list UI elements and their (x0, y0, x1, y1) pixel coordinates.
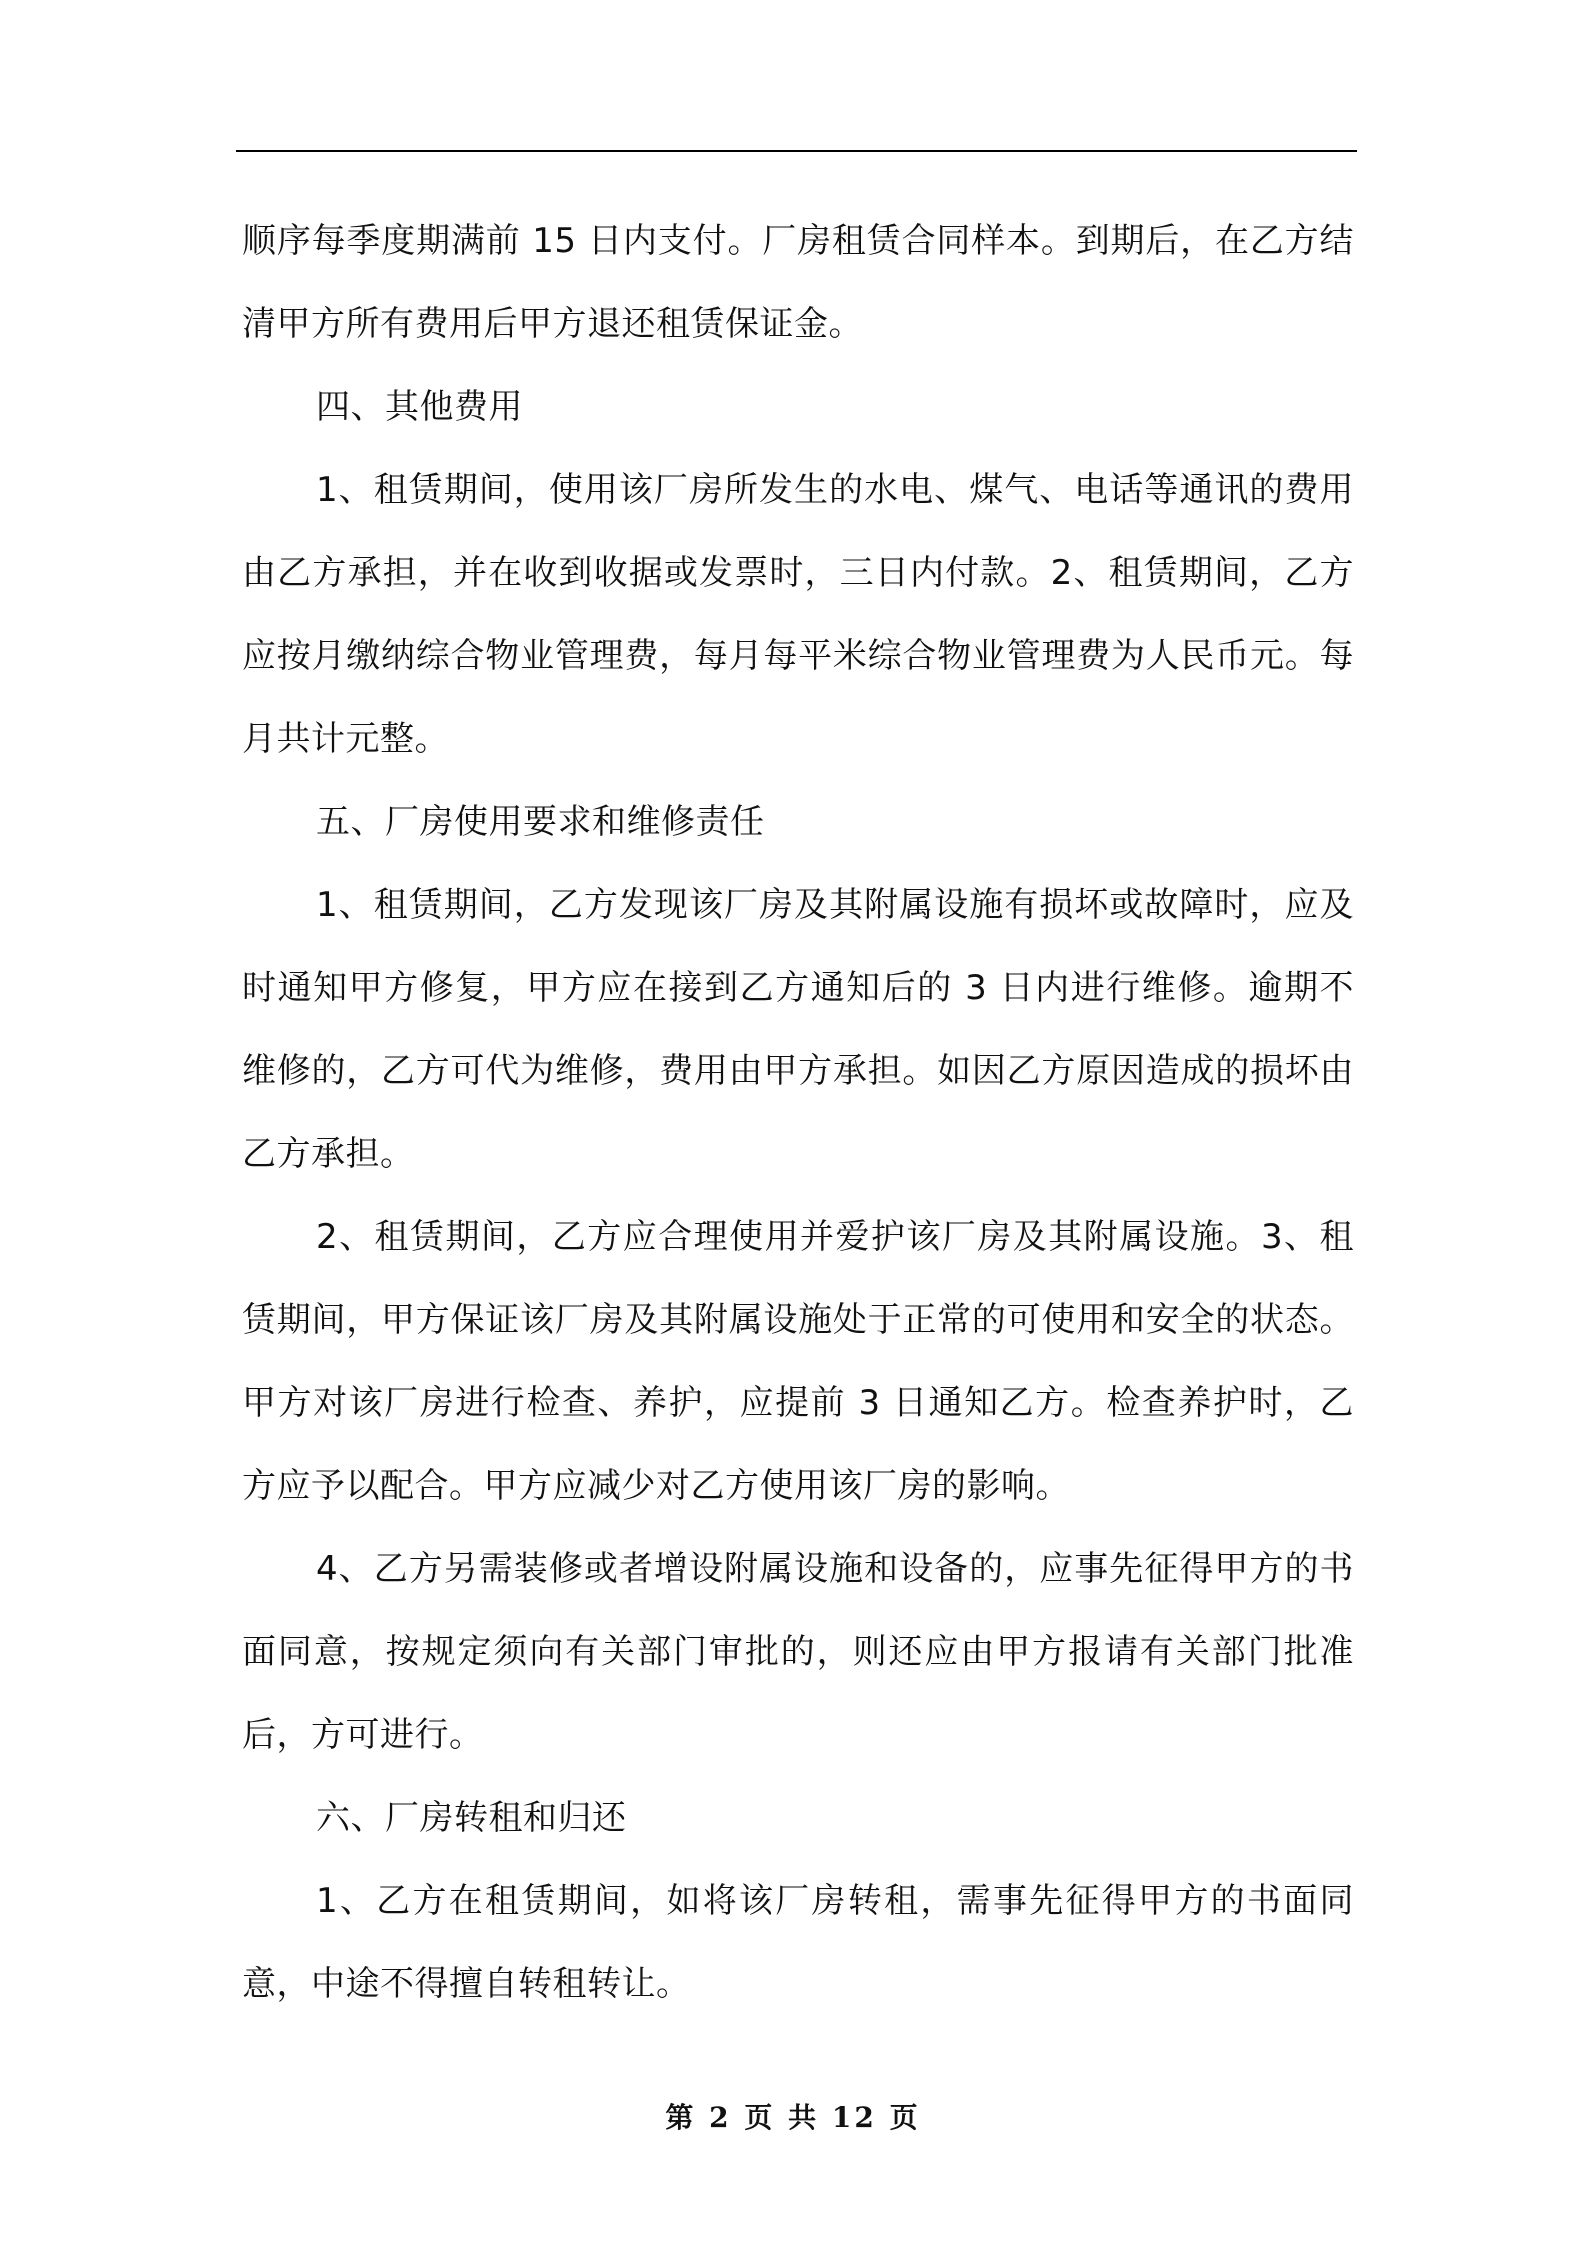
section-heading-sublease-return: 六、厂房转租和归还 (316, 1798, 627, 1838)
page-number-footer: 第 2 页 共 12 页 (665, 2101, 921, 2134)
paragraph-other-fees: 1、租赁期间，使用该厂房所发生的水电、煤气、电话等通讯的费用由乙方承担，并在收到收据或发票时，三日内付款。2、租赁期间，乙方应按月缴纳综合物业管理费，每月每平米综合物业管理费为人民币元。每月共计元整。 (242, 470, 1354, 759)
section-heading-other-fees: 四、其他费用 (316, 387, 523, 427)
paragraph-payment-continuation: 顺序每季度期满前 15 日内支付。厂房租赁合同样本。到期后，在乙方结清甲方所有费用后甲方退还租赁保证金。 (242, 221, 1354, 344)
header-rule (236, 150, 1357, 152)
paragraph-sublease-1: 1、乙方在租赁期间，如将该厂房转租，需事先征得甲方的书面同意，中途不得擅自转租转让。 (242, 1881, 1354, 2004)
paragraph-maintenance-2: 2、租赁期间，乙方应合理使用并爱护该厂房及其附属设施。3、租赁期间，甲方保证该厂房及其附属设施处于正常的可使用和安全的状态。甲方对该厂房进行检查、养护，应提前 3 日通知乙方。检查养护时，乙方应予以配合。甲方应减少对乙方使用该厂房的影响。 (242, 1217, 1354, 1506)
body-text (242, 200, 1354, 2026)
paragraph-maintenance-4: 4、乙方另需装修或者增设附属设施和设备的，应事先征得甲方的书面同意，按规定须向有关部门审批的，则还应由甲方报请有关部门批准后，方可进行。 (242, 1549, 1354, 1755)
paragraph-maintenance-1: 1、租赁期间，乙方发现该厂房及其附属设施有损坏或故障时，应及时通知甲方修复，甲方应在接到乙方通知后的 3 日内进行维修。逾期不维修的，乙方可代为维修，费用由甲方承担。如因乙方原因造成的损坏由乙方承担。 (242, 885, 1354, 1174)
section-heading-usage-maintenance: 五、厂房使用要求和维修责任 (316, 802, 765, 842)
